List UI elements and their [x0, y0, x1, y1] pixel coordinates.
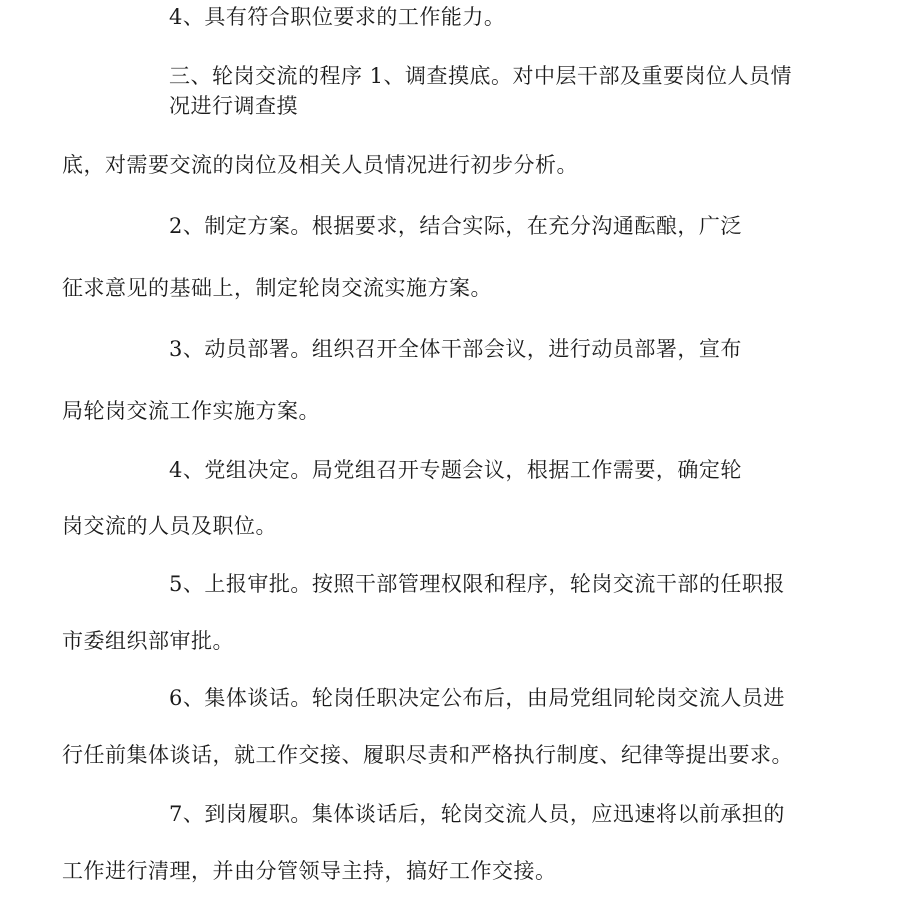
text-line-step7-cont: 工作进行清理，并由分管领导主持，搞好工作交接。	[62, 859, 557, 883]
text-line-requirement-4: 4、具有符合职位要求的工作能力。	[169, 5, 506, 29]
text-line-step3-cont: 局轮岗交流工作实施方案。	[62, 399, 320, 423]
text-line-step7: 7、到岗履职。集体谈话后，轮岗交流人员，应迅速将以前承担的	[169, 802, 785, 826]
text-line-step5: 5、上报审批。按照干部管理权限和程序，轮岗交流干部的任职报	[169, 572, 785, 596]
text-line-step6: 6、集体谈话。轮岗任职决定公布后，由局党组同轮岗交流人员进	[169, 686, 785, 710]
text-line-step5-cont: 市委组织部审批。	[62, 629, 234, 653]
text-line-procedure-heading: 三、轮岗交流的程序 1、调查摸底。对中层干部及重要岗位人员情	[169, 64, 793, 88]
text-line-step3: 3、动员部署。组织召开全体干部会议，进行动员部署，宣布	[169, 337, 742, 361]
text-line-step6-cont: 行任前集体谈话，就工作交接、履职尽责和严格执行制度、纪律等提出要求。	[62, 743, 793, 767]
text-line-step4-cont: 岗交流的人员及职位。	[62, 514, 277, 538]
text-line-step2-cont: 征求意见的基础上，制定轮岗交流实施方案。	[62, 276, 492, 300]
text-line-step2: 2、制定方案。根据要求，结合实际，在充分沟通酝酿，广泛	[169, 214, 742, 238]
text-line-step1-cont: 底，对需要交流的岗位及相关人员情况进行初步分析。	[62, 153, 578, 177]
text-line-procedure-cont: 况进行调查摸	[169, 94, 298, 118]
text-line-step4: 4、党组决定。局党组召开专题会议，根据工作需要，确定轮	[169, 458, 742, 482]
